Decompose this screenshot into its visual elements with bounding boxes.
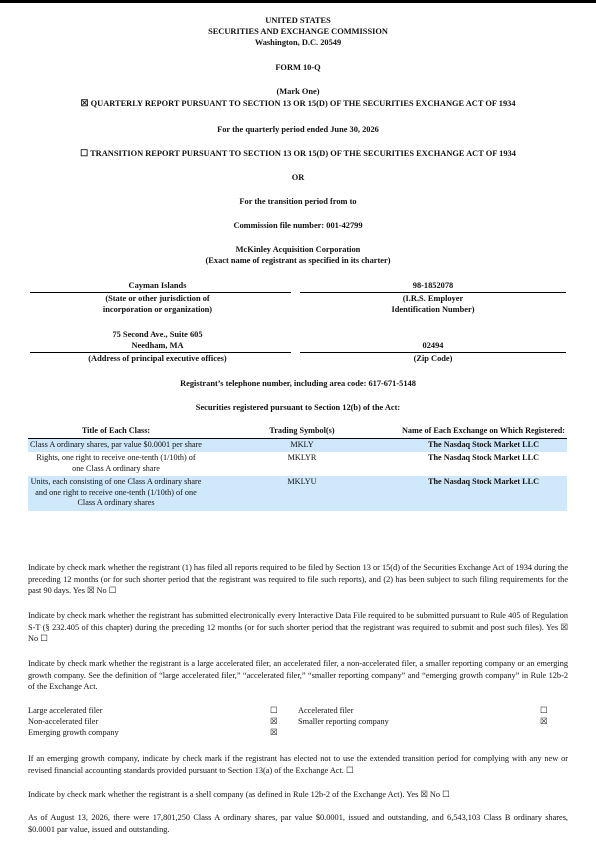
trading-symbol: MKLYR [287,453,317,462]
header-title-of-class: Title of Each Class: [28,426,204,438]
registrant-name: McKinley Acquisition Corporation [235,245,361,254]
zip-caption: (Zip Code) [413,354,453,363]
emerging-growth-checkbox[interactable]: ☒ [270,727,278,737]
class-title: Rights, one right to receive one-tenth (1/10th) of one Class A ordinary share [36,453,196,473]
form-type: FORM 10-Q [275,63,321,72]
state-caption-2: incorporation or organization) [102,305,213,314]
class-title: Units, each consisting of one Class A ordinary share and one right to receive one-tenth (1/10th) of one Class A ordinary shares [28,476,204,511]
irs-caption-2: Identification Number) [391,305,475,314]
table-row [28,438,567,452]
accelerated-label: Accelerated filer [298,706,354,715]
quarterly-period: For the quarterly period ended June 30, 2026 [217,125,379,134]
irs-caption-1: (I.R.S. Employer [402,294,464,303]
quarterly-report-label: QUARTERLY REPORT PURSUANT TO SECTION 13 OR 15(D) OF THE SECURITIES EXCHANGE ACT OF 1934 [90,99,516,108]
state-of-incorporation: Cayman Islands [128,281,187,290]
shell-company-paragraph: Indicate by check mark whether the registrant is a shell company (as defined in Rule 12b-2 of the Exchange Act). Yes ☒ No ☐ [28,790,450,799]
section-12b-heading: Securities registered pursuant to Section 12(b) of the Act: [195,403,401,412]
table-row [28,452,567,476]
transition-checkbox: ☐ [80,148,89,158]
reports-filed-paragraph: Indicate by check mark whether the registrant (1) has filed all reports required to be filed by Section 13 or 15(d) of the Securities Exchange Act of 1934 during the preceding 12 months (or for such shorter period that the registrant was required to file such reports), and (2) has been subject to such filing requirements for the past 90 days. Yes ☒ No ☐ [28,563,568,595]
exchange-name: The Nasdaq Stock Market LLC [428,453,539,462]
telephone-line: Registrant’s telephone number, including area code: 617-671-5148 [180,379,416,388]
non-accelerated-checkbox[interactable]: ☒ [270,716,278,726]
commission-file-number: Commission file number: 001-42799 [233,221,363,230]
mark-one: (Mark One) [276,87,320,96]
table-row [28,476,567,511]
filer-definition-paragraph: Indicate by check mark whether the registrant is a large accelerated filer, an accelerated filer, a non-accelerated filer, a smaller reporting company or an emerging growth company. See the definition of “large accelerated filer,” “accelerated filer,” “smaller reporting company” and “emerging growth company” in Rule 12b-2 of the Exchange Act. [28,659,568,691]
emerging-growth-paragraph: If an emerging growth company, indicate by check mark if the registrant has elected not to use the extended transition period for complying with any new or revised financial accounting standards provided pursuant to Section 13(a) of the Exchange Act. ☐ [28,754,568,775]
top-border [0,0,596,3]
address-line-1: 75 Second Ave., Suite 605 [112,330,203,339]
header-line-2: SECURITIES AND EXCHANGE COMMISSION [208,27,388,36]
quarterly-report-line [0,98,596,109]
registrant-caption: (Exact name of registrant as specified in its charter) [205,256,391,265]
large-accelerated-checkbox[interactable]: ☐ [270,705,278,715]
class-title: Class A ordinary shares, par value $0.0001 per share [28,438,204,452]
header-line-1: UNITED STATES [265,16,331,25]
interactive-data-paragraph: Indicate by check mark whether the registrant has submitted electronically every Interactive Data File required to be submitted pursuant to Rule 405 of Regulation S-T (§ 232.405 of this chapter) during the preceding 12 months (or for such shorter period that the registrant was required to submit and post such files). Yes ☒ No ☐ [28,611,568,643]
zip-code: 02494 [422,341,444,350]
non-accelerated-label: Non-accelerated filer [28,717,99,726]
emerging-growth-label: Emerging growth company [28,728,119,737]
transition-report-line [0,148,596,159]
smaller-reporting-checkbox[interactable]: ☒ [540,716,548,726]
exchange-name: The Nasdaq Stock Market LLC [400,476,567,511]
transition-period: For the transition period from to [239,197,357,206]
header-line-3: Washington, D.C. 20549 [254,38,342,47]
state-caption-1: (State or other jurisdiction of [105,294,210,303]
irs-number: 98-1852078 [412,281,454,290]
quarterly-checkbox: ☒ [80,98,89,108]
shares-outstanding-paragraph: As of August 13, 2026, there were 17,801,250 Class A ordinary shares, par value $0.0001, issued and outstanding, and 6,543,103 Class B ordinary shares, $0.0001 par value, issued and outstanding. [28,813,568,834]
header-exchange: Name of Each Exchange on Which Registered: [400,426,567,438]
large-accelerated-label: Large accelerated filer [28,706,103,715]
exchange-name: The Nasdaq Stock Market LLC [400,438,567,452]
accelerated-checkbox[interactable]: ☐ [540,705,548,715]
header-trading-symbol: Trading Symbol(s) [204,426,400,438]
or-label: OR [291,173,305,182]
smaller-reporting-label: Smaller reporting company [298,717,389,726]
address-line-2: Needham, MA [131,341,184,350]
trading-symbol: MKLY [204,438,400,452]
address-caption: (Address of principal executive offices) [88,354,227,363]
securities-table [28,426,567,511]
transition-report-label: TRANSITION REPORT PURSUANT TO SECTION 13 OR 15(D) OF THE SECURITIES EXCHANGE ACT OF 1934 [90,149,516,158]
table-header-row [28,426,567,438]
trading-symbol: MKLYU [204,476,400,511]
